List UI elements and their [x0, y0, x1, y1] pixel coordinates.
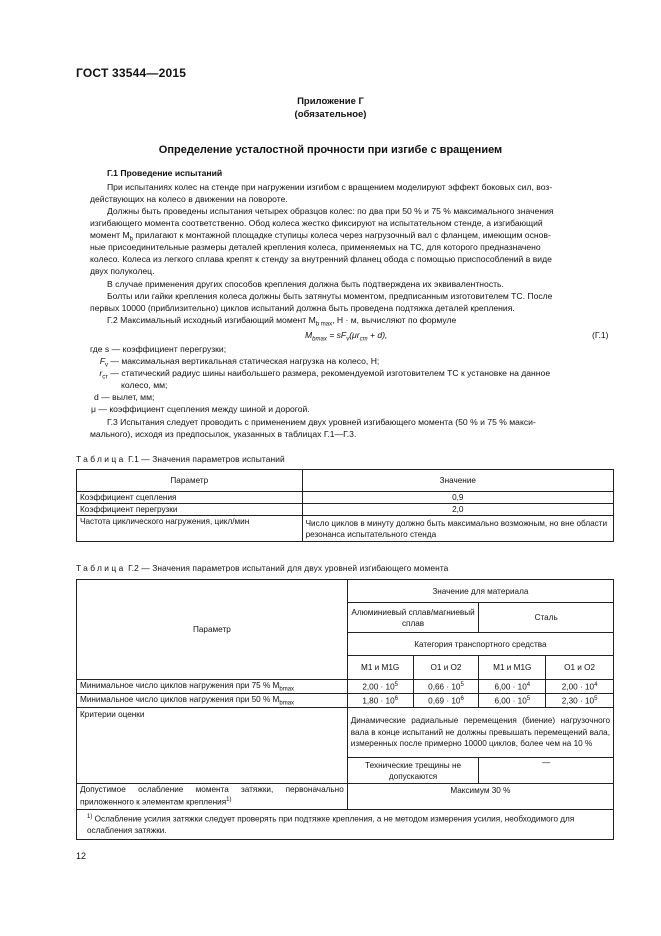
table2-cell: $6,00 \cdot 10^5$ — [479, 694, 546, 708]
table2-footnote: $^{1)}$ Ослабление усилия затяжки следует проверять при подтяжке крепления, а не методом измерения усилия, необходимого для ослабления затяжки. — [77, 810, 614, 840]
table2-loosening-value: Максимум 30 % — [347, 784, 613, 810]
text-line: колесо. Колеса из легкого сплава крепят к стенду за внутренний фланец обода с помощью приспособлений в виде — [90, 254, 552, 264]
text-line: первых 10000 (приблизительно) циклов испытаний должна быть проведена подтяжка деталей крепления. — [90, 303, 515, 313]
table2-loosening-label: Допустимое ослабление момента затяжки, первоначально приложенного к элементам крепления$^{1)}$ — [77, 784, 348, 810]
text-line: момент $M_b$ прилагают к монтажной площадке ступицы колеса через нагрузочный вал с фланцем, имеющим основ- — [90, 230, 551, 243]
text-line: При испытаниях колес на стенде при нагружении изгибом с вращением моделируют эффект боковых сил, воз- — [107, 182, 553, 192]
text-line: действующих на колесо в движении на повороте. — [90, 194, 288, 204]
table1-cell: 2,0 — [302, 504, 613, 516]
table2-material-steel: Сталь — [479, 603, 614, 633]
page-number: 12 — [76, 851, 87, 861]
table2-row-label: Минимальное число циклов нагружения при 50 % $M_{bmax}$ — [77, 694, 348, 708]
text-line: В случае применения других способов крепления должна быть подтверждена их эквивалентность. — [107, 279, 504, 289]
table2-criteria-label: Критерии оценки — [77, 708, 348, 784]
table1-cell: 0,9 — [302, 492, 613, 504]
table1-caption: Таблица Г.1 — Значения параметров испытаний — [76, 454, 285, 464]
table2-cell: $2,30 \cdot 10^5$ — [546, 694, 614, 708]
table2-row-label: Минимальное число циклов нагружения при 75 % $M_{bmax}$ — [77, 680, 348, 694]
text-line: Болты или гайки крепления колеса должны быть затянуты моментом, предписанным изготовителем ТС. После — [107, 291, 553, 301]
table2-cell: $2,00 \cdot 10^5$ — [347, 680, 413, 694]
section-heading: Г.1 Проведение испытаний — [107, 168, 223, 178]
table1-cell: Число циклов в минуту должно быть максимально возможным, но вне области резонанса испытательного стенда — [302, 516, 613, 542]
text-line: колесо, мм; — [121, 380, 168, 390]
table2-cat: O1 и O2 — [413, 656, 479, 680]
table1-header-param: Параметр — [77, 470, 303, 492]
annex-title: Определение усталостной прочности при изгибе с вращением — [158, 144, 503, 156]
text-line: Г.2 Максимальный исходный изгибающий момент $M_{b max}$, Н · м, вычисляют по формуле — [107, 315, 457, 328]
table1 — [76, 469, 614, 542]
text-line: Г.3 Испытания следует проводить с применением двух уровней изгибающего момента (50 % и 75 % макси- — [107, 417, 536, 427]
table2-caption: Таблица Г.2 — Значения параметров испытаний для двух уровней изгибающего момента — [76, 563, 449, 573]
annex-label: Приложение Г — [297, 96, 364, 107]
table2-cat: M1 и M1G — [479, 656, 546, 680]
formula: $M_{bmax} = sF_v(\mu r_{ст} + d)$, — [305, 330, 388, 343]
table2-criteria-dash: — — [479, 758, 614, 784]
text-line: Должны быть проведены испытания четырех образцов колес: по два при 50 % и 75 % максимального значения — [107, 206, 554, 216]
table2-material-alloy: Алюминиевый сплав/магниевый сплав — [347, 603, 479, 633]
table2-criteria-cracks: Технические трещины не допускаются — [347, 758, 479, 784]
formula-number: (Г.1) — [592, 330, 609, 340]
table2-cell: $1,80 \cdot 10^6$ — [347, 694, 413, 708]
text-line: d — вылет, мм; — [94, 392, 155, 402]
table2-cat: O1 и O2 — [546, 656, 614, 680]
text-line: где s — коэффициент перегрузки; — [90, 344, 227, 354]
table1-cell: Коэффициент сцепления — [77, 492, 303, 504]
table1-cell: Частота циклического нагружения, цикл/мин — [77, 516, 303, 542]
text-line: μ — коэффициент сцепления между шиной и дорогой. — [91, 404, 310, 414]
table2-header-param: Параметр — [77, 580, 348, 680]
table1-header-value: Значение — [302, 470, 613, 492]
text-line: ные присоединительные размеры деталей крепления колеса, применяемых на ТС, для которого предназначено — [90, 242, 541, 252]
table2-cell: $0,69 \cdot 10^6$ — [413, 694, 479, 708]
text-line: $F_v$ — максимальная вертикальная статическая нагрузка на колесо, Н; — [99, 356, 380, 369]
table1-cell: Коэффициент перегрузки — [77, 504, 303, 516]
table2-criteria-text: Динамические радиальные перемещения (биение) нагрузочного вала в конце испытаний не должны превышать перемещений вала, измеренных после примерно 10000 циклов, более чем на 10 % — [347, 708, 613, 758]
table2-cell: $0,66 \cdot 10^5$ — [413, 680, 479, 694]
table2-category-header: Категория транспортного средства — [347, 633, 613, 656]
text-line: изгибающего момента соответственно. Обод колеса жестко фиксируют на испытательном стенде, а изгибающий — [90, 218, 543, 228]
table2 — [76, 579, 614, 840]
table2-cell: $2,00 \cdot 10^4$ — [546, 680, 614, 694]
text-line: двух полуколец. — [90, 266, 155, 276]
table2-cell: $6,00 \cdot 10^4$ — [479, 680, 546, 694]
table2-header-value: Значение для материала — [347, 580, 613, 603]
table2-cat: M1 и M1G — [347, 656, 413, 680]
text-line: $r_{ст}$ — статический радиус шины наибольшего размера, рекомендуемой изготовителем ТС к установке на данное — [99, 368, 551, 381]
document-header: ГОСТ 33544—2015 — [76, 66, 187, 80]
text-line: мального), исходя из предпосылок, указанных в таблицах Г.1—Г.3. — [90, 429, 357, 439]
annex-status: (обязательное) — [294, 109, 367, 120]
